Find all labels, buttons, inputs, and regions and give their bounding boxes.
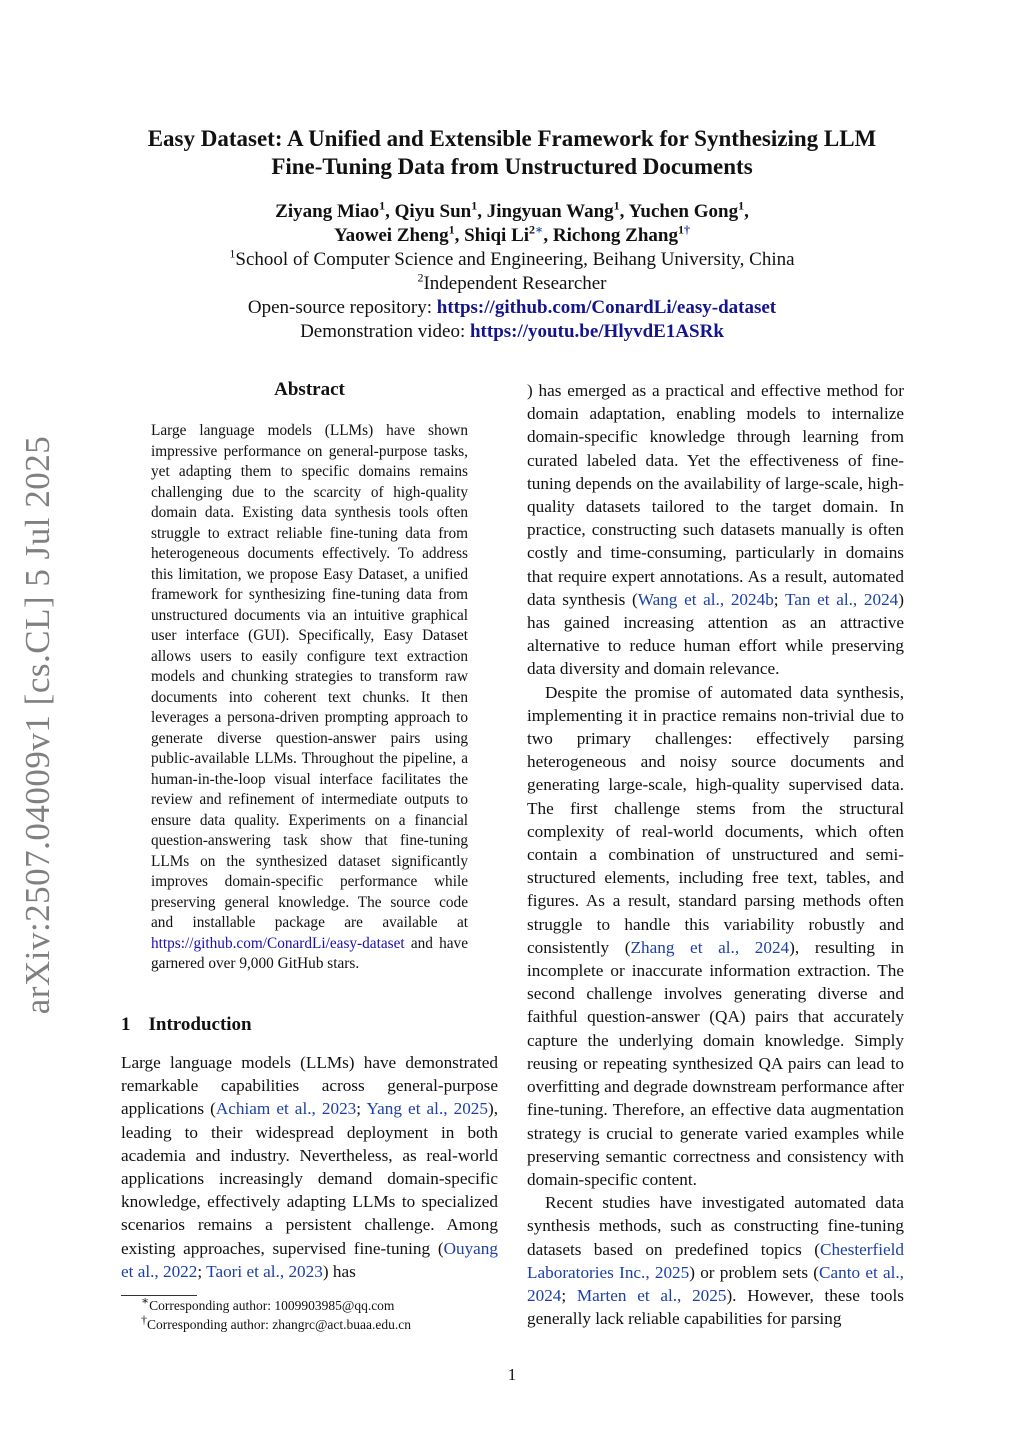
author-line-2: Yaowei Zheng$^1$, Shiqi $Li^{2∗}$, Richong Zhang$^{1\dagger}$ bbox=[334, 222, 690, 246]
author-line-1: Ziyang Miao$^1$, Qiyu Sun$^1$, Jingyuan Wang$^1$, Yuchen Gong$^1$, bbox=[275, 198, 749, 222]
intro-paragraph-2: Despite the promise of automated data synthesis, implementing it in practice remains non-trivial due to two primary challenges: effectively parsing heterogeneous and noisy source documents and generating large-scale, high-quality supervised data. The first challenge stems from the structural complexity of real-world documents, which often contain a combination of unstructured and semi-structured elements, including free text, tables, and figures. As a result, standard parsing methods often struggle to handle this variability robustly and consistently (Zhang et al., 2024), resulting in incomplete or inaccurate information extraction. The second challenge involves generating diverse and faithful question-answer (QA) pairs that accurately capture the underlying domain knowledge. Simply reusing or repeating synthesized QA pairs can lead to overfitting and degrade downstream performance after fine-tuning. Therefore, an effective data augmentation strategy is crucial to generate varied examples while preserving semantic correctness and consistency with domain-specific content. bbox=[527, 682, 904, 1189]
section-heading-introduction bbox=[121, 1014, 252, 1036]
author-name: Jingyuan Wang bbox=[486, 201, 614, 222]
citation[interactable]: Zhang et al., 2024 bbox=[630, 937, 790, 957]
citation[interactable]: Yang et al., 2025 bbox=[366, 1099, 488, 1119]
repo-label: Open-source repository: bbox=[247, 297, 432, 318]
paragraph-1-break: ) has bbox=[322, 1261, 356, 1281]
intro-paragraph-1-cont: ) has emerged as a practical and effective method for domain adaptation, enabling models to internalize domain-specific knowledge through learning from curated labeled data. Yet the effectiveness of fine-tuning depends on the availability of large-scale, high-quality datasets tailored to the target domain. In practice, constructing such datasets manually is often costly and time-consuming, particularly in domains that require expert annotations. As a result, automated data synthesis (Wang et al., 2024b; Tan et al., 2024) has gained increasing attention as an attractive alternative to reduce human effort while preserving data diversity and domain relevance. bbox=[527, 381, 904, 679]
video-line bbox=[100, 320, 924, 344]
author-affiliation: 1 bbox=[738, 198, 745, 213]
footnote-1: ∗Corresponding author: 1009903985@qq.com bbox=[141, 1293, 395, 1313]
intro-right-column bbox=[527, 379, 904, 1347]
author-name: Qiyu Sun bbox=[394, 201, 472, 222]
affiliations bbox=[100, 248, 924, 344]
video-label: Demonstration video: bbox=[300, 321, 466, 342]
author-affiliation: 1 bbox=[448, 222, 455, 237]
abstract-heading: Abstract bbox=[274, 379, 345, 400]
arxiv-stamp-text: arXiv:2507.04009v1 [cs.CL] 5 Jul 2025 bbox=[18, 435, 57, 1015]
author-name: Yuchen Gong bbox=[628, 201, 739, 222]
citation[interactable]: Canto et al., 2024 bbox=[527, 1262, 904, 1305]
paper-title bbox=[100, 125, 924, 181]
citation[interactable]: Tan et al., 2024 bbox=[784, 589, 899, 609]
author-affiliation: 1 bbox=[471, 198, 478, 213]
author-affiliation: 1† bbox=[677, 222, 690, 237]
author-affiliation: 1 bbox=[613, 198, 620, 213]
title-line-1: Easy Dataset: A Unified and Extensible Framework for Synthesizing LLM bbox=[147, 126, 877, 151]
author-name: Yaowei Zheng bbox=[334, 225, 449, 246]
footnote-mark[interactable]: † bbox=[683, 222, 690, 237]
footnote-2: †Corresponding author: zhangrc@act.buaa.edu.cn bbox=[141, 1312, 411, 1332]
footnote-mark: ∗ bbox=[141, 1293, 150, 1308]
section-number: 1 bbox=[121, 1014, 131, 1035]
author-affiliation: 2∗ bbox=[529, 222, 544, 237]
author-affiliation: 1 bbox=[379, 198, 386, 213]
citation[interactable]: Achiam et al., 2023 bbox=[215, 1099, 357, 1119]
section-title: Introduction bbox=[148, 1014, 252, 1035]
citation[interactable]: Ouyang et al., 2022 bbox=[121, 1238, 498, 1281]
abstract-repo-link[interactable]: https://github.com/ConardLi/easy-dataset bbox=[151, 934, 405, 952]
title-line-2: Fine-Tuning Data from Unstructured Documents bbox=[271, 154, 753, 179]
footnote-mark: † bbox=[141, 1312, 147, 1327]
author-list bbox=[100, 200, 924, 248]
video-link[interactable]: https://youtu.be/HlyvdE1ASRk bbox=[469, 321, 724, 342]
abstract-text: Large language models (LLMs) have shown impressive performance on general-purpose tasks, yet adapting them to specific domains remains challenging due to the scarcity of high-quality domain data. Existing data synthesis tools often struggle to extract reliable fine-tuning data from heterogeneous documents effectively. To address this limitation, we propose Easy Dataset, a unified framework for synthesizing fine-tuning data from unstructured documents via an intuitive graphical user interface (GUI). Specifically, Easy Dataset allows users to easily configure text extraction models and chunking strategies to transform raw documents into coherent text chunks. It then leverages a persona-driven prompting approach to generate diverse question-answer pairs using public-available LLMs. Throughout the pipeline, a human-in-the-loop visual interface facilitates the review and refinement of intermediate outputs to ensure data quality. Experiments on a financial question-answering task show that fine-tuning LLMs on the synthesized dataset significantly improves domain-specific performance while preserving general knowledge. The source code and installable package are available at bbox=[151, 422, 468, 931]
intro-paragraph-1-start: Large language models (LLMs) have demonstrated remarkable capabilities across general-purpose applications (Achiam et al., 2023; Yang et al., 2025), leading to their widespread deployment in both academia and industry. Nevertheless, as real-world applications increasingly demand domain-specific knowledge, effectively adapting LLMs to specialized scenarios remains a persistent challenge. Among existing approaches, supervised fine-tuning (Ouyang et al., 2022; Taori et al., 2023) has bbox=[121, 1053, 498, 1281]
citation[interactable]: Taori et al., 2023 bbox=[206, 1261, 323, 1281]
abstract-text-tail: and have garnered over 9,000 GitHub stars. bbox=[151, 934, 468, 972]
author-name: Ziyang Miao bbox=[275, 201, 380, 222]
intro-left-column bbox=[121, 1051, 498, 1287]
author-name: Shiqi Li bbox=[464, 225, 530, 246]
arxiv-stamp bbox=[8, 435, 68, 1015]
citation[interactable]: Chesterfield Laboratories Inc., 2025 bbox=[527, 1239, 904, 1282]
affiliation-1: $^1$School of Computer Science and Engineering, Beihang University, China bbox=[229, 246, 795, 270]
author-name: Richong Zhang bbox=[552, 225, 678, 246]
affiliation-2: $^2$Independent Researcher bbox=[417, 270, 607, 294]
intro-paragraph-3: Recent studies have investigated automated data synthesis methods, such as constructing fine-tuning datasets based on predefined topics (Chesterfield Laboratories Inc., 2025) or problem sets (Canto et al., 2024; Marten et al., 2025). However, these tools generally lack reliable capabilities for parsing bbox=[527, 1193, 904, 1329]
footnote-rule bbox=[121, 1295, 197, 1296]
abstract-body bbox=[151, 421, 468, 975]
page-number: 1 bbox=[507, 1365, 517, 1384]
citation[interactable]: Wang et al., 2024b bbox=[637, 589, 774, 609]
citation[interactable]: Marten et al., 2025 bbox=[576, 1285, 727, 1305]
repo-link[interactable]: https://github.com/ConardLi/easy-dataset bbox=[436, 297, 777, 318]
footnote-mark[interactable]: ∗ bbox=[535, 222, 544, 237]
repo-line bbox=[100, 296, 924, 320]
